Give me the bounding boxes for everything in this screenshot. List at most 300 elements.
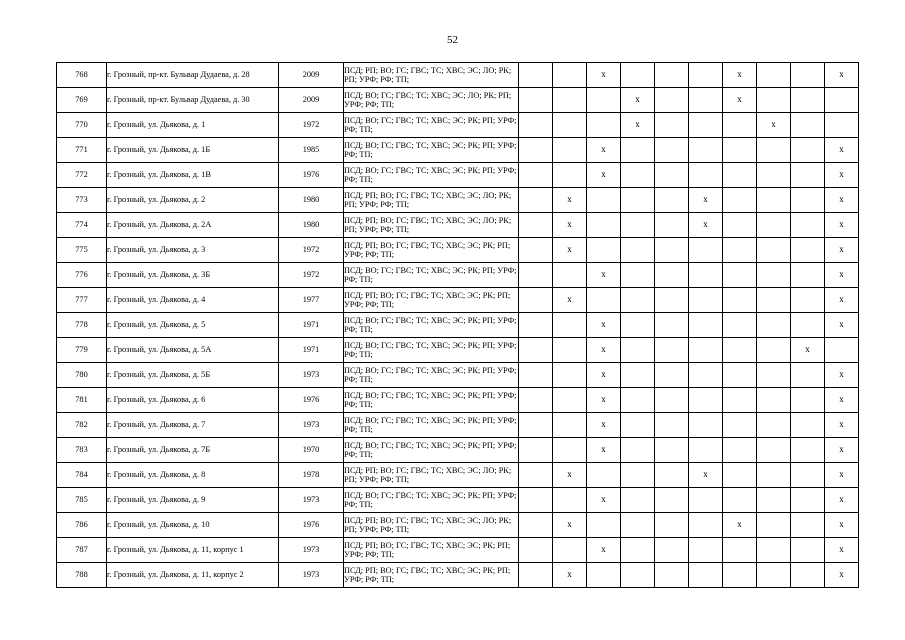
table-row [57, 138, 859, 163]
table-row [57, 113, 859, 138]
address-cell-text: г. Грозный, ул. Дьякова, д. 9 [107, 495, 206, 505]
mark-cell [655, 288, 689, 313]
mark-cell [825, 63, 859, 88]
table-row [57, 563, 859, 588]
address-cell [107, 363, 279, 388]
systems-cell-text: ПСД; РП; ВО; ГС; ГВС; ТС; ХВС; ЭС; РК; РП; УРФ; РФ; ТП; [344, 240, 511, 259]
mark-cell [689, 413, 723, 438]
mark-cell [689, 463, 723, 488]
mark-cell [587, 138, 621, 163]
year-cell [279, 263, 344, 288]
mark-cell [553, 563, 587, 588]
mark-cell [689, 138, 723, 163]
mark-cell [757, 163, 791, 188]
mark-cell [587, 263, 621, 288]
mark-cell [689, 188, 723, 213]
row-number-cell [57, 538, 107, 563]
mark-cell [655, 388, 689, 413]
mark-cell [553, 463, 587, 488]
mark-cell [621, 513, 655, 538]
mark-cell [723, 438, 757, 463]
mark-cell [723, 313, 757, 338]
year-cell-text: 1973 [302, 545, 320, 555]
systems-cell-text: ПСД; ВО; ГС; ГВС; ТС; ХВС; ЭС; ЛО; РК; РП; УРФ; РФ; ТП; [344, 90, 512, 109]
mark-cell-text: x [839, 370, 844, 380]
mark-cell [689, 63, 723, 88]
mark-cell [757, 513, 791, 538]
systems-cell [344, 338, 519, 363]
row-number-cell-text: 784 [75, 470, 88, 480]
mark-cell-text: x [567, 570, 572, 580]
mark-cell [621, 438, 655, 463]
mark-cell [825, 388, 859, 413]
mark-cell [519, 563, 553, 588]
table-row [57, 338, 859, 363]
row-number-cell-text: 782 [75, 420, 88, 430]
row-number-cell [57, 138, 107, 163]
mark-cell [825, 213, 859, 238]
mark-cell [655, 563, 689, 588]
mark-cell [553, 538, 587, 563]
address-cell [107, 163, 279, 188]
year-cell-text: 1976 [302, 395, 320, 405]
mark-cell-text: x [839, 545, 844, 555]
mark-cell [757, 363, 791, 388]
mark-cell [791, 313, 825, 338]
mark-cell [519, 213, 553, 238]
table-row [57, 188, 859, 213]
address-cell [107, 313, 279, 338]
mark-cell [655, 438, 689, 463]
year-cell [279, 338, 344, 363]
mark-cell [791, 113, 825, 138]
mark-cell [621, 313, 655, 338]
mark-cell [519, 463, 553, 488]
mark-cell [791, 438, 825, 463]
mark-cell [825, 188, 859, 213]
mark-cell-text: x [567, 195, 572, 205]
mark-cell [825, 563, 859, 588]
mark-cell [587, 563, 621, 588]
mark-cell-text: x [567, 220, 572, 230]
table-body [57, 63, 859, 588]
mark-cell [825, 413, 859, 438]
table-row [57, 538, 859, 563]
table-row [57, 513, 859, 538]
systems-cell [344, 188, 519, 213]
mark-cell [689, 313, 723, 338]
mark-cell-text: x [567, 470, 572, 480]
mark-cell [825, 513, 859, 538]
address-cell-text: г. Грозный, ул. Дьякова, д. 10 [107, 520, 210, 530]
mark-cell [723, 388, 757, 413]
row-number-cell [57, 488, 107, 513]
row-number-cell-text: 774 [75, 220, 88, 230]
mark-cell [723, 88, 757, 113]
address-cell [107, 438, 279, 463]
mark-cell [587, 513, 621, 538]
row-number-cell [57, 338, 107, 363]
mark-cell [723, 113, 757, 138]
mark-cell [587, 363, 621, 388]
address-cell [107, 288, 279, 313]
mark-cell [825, 463, 859, 488]
mark-cell [655, 138, 689, 163]
mark-cell [757, 388, 791, 413]
mark-cell [825, 238, 859, 263]
mark-cell [757, 113, 791, 138]
row-number-cell [57, 463, 107, 488]
year-cell [279, 113, 344, 138]
row-number-cell-text: 771 [75, 145, 88, 155]
mark-cell [621, 488, 655, 513]
systems-cell-text: ПСД; ВО; ГС; ГВС; ТС; ХВС; ЭС; РК; РП; УРФ; РФ; ТП; [344, 440, 517, 459]
address-cell-text: г. Грозный, ул. Дьякова, д. 5 [107, 320, 206, 330]
table-row [57, 213, 859, 238]
address-cell [107, 538, 279, 563]
mark-cell [519, 138, 553, 163]
row-number-cell [57, 513, 107, 538]
mark-cell [655, 113, 689, 138]
mark-cell [587, 463, 621, 488]
systems-cell [344, 63, 519, 88]
mark-cell [553, 88, 587, 113]
row-number-cell-text: 780 [75, 370, 88, 380]
row-number-cell [57, 363, 107, 388]
mark-cell [519, 488, 553, 513]
mark-cell [689, 363, 723, 388]
year-cell [279, 188, 344, 213]
mark-cell-text: x [839, 245, 844, 255]
address-cell-text: г. Грозный, ул. Дьякова, д. 7Б [107, 445, 211, 455]
systems-cell-text: ПСД; ВО; ГС; ГВС; ТС; ХВС; ЭС; РК; РП; УРФ; РФ; ТП; [344, 415, 517, 434]
address-cell-text: г. Грозный, ул. Дьякова, д. 5А [107, 345, 212, 355]
mark-cell [655, 513, 689, 538]
mark-cell [723, 338, 757, 363]
row-number-cell-text: 773 [75, 195, 88, 205]
year-cell [279, 88, 344, 113]
mark-cell-text: x [703, 220, 708, 230]
address-cell-text: г. Грозный, ул. Дьякова, д. 5Б [107, 370, 211, 380]
mark-cell [519, 238, 553, 263]
row-number-cell-text: 781 [75, 395, 88, 405]
systems-cell-text: ПСД; ВО; ГС; ГВС; ТС; ХВС; ЭС; РК; РП; УРФ; РФ; ТП; [344, 390, 517, 409]
address-cell-text: г. Грозный, ул. Дьякова, д. 2А [107, 220, 212, 230]
mark-cell [519, 338, 553, 363]
address-cell-text: г. Грозный, ул. Дьякова, д. 3Б [107, 270, 211, 280]
mark-cell-text: x [567, 295, 572, 305]
mark-cell [791, 88, 825, 113]
systems-cell [344, 313, 519, 338]
mark-cell [757, 138, 791, 163]
systems-cell-text: ПСД; ВО; ГС; ГВС; ТС; ХВС; ЭС; РК; РП; УРФ; РФ; ТП; [344, 340, 517, 359]
mark-cell [587, 213, 621, 238]
mark-cell [791, 413, 825, 438]
mark-cell-text: x [839, 270, 844, 280]
mark-cell [587, 413, 621, 438]
mark-cell [621, 288, 655, 313]
mark-cell [587, 388, 621, 413]
mark-cell-text: x [737, 70, 742, 80]
mark-cell [655, 413, 689, 438]
year-cell [279, 63, 344, 88]
mark-cell [655, 313, 689, 338]
row-number-cell-text: 772 [75, 170, 88, 180]
mark-cell [655, 263, 689, 288]
systems-cell [344, 138, 519, 163]
mark-cell-text: x [839, 145, 844, 155]
mark-cell [621, 538, 655, 563]
mark-cell [723, 413, 757, 438]
mark-cell [757, 463, 791, 488]
row-number-cell [57, 88, 107, 113]
mark-cell [723, 538, 757, 563]
mark-cell [757, 313, 791, 338]
year-cell-text: 1985 [302, 145, 320, 155]
mark-cell [723, 263, 757, 288]
row-number-cell [57, 413, 107, 438]
year-cell-text: 1980 [302, 220, 320, 230]
year-cell-text: 1972 [302, 245, 320, 255]
table-row [57, 438, 859, 463]
mark-cell [723, 463, 757, 488]
mark-cell-text: x [601, 545, 606, 555]
mark-cell-text: x [839, 195, 844, 205]
address-cell [107, 338, 279, 363]
address-cell [107, 63, 279, 88]
year-cell [279, 238, 344, 263]
mark-cell [791, 338, 825, 363]
mark-cell [519, 413, 553, 438]
mark-cell [689, 88, 723, 113]
year-cell [279, 488, 344, 513]
mark-cell [519, 513, 553, 538]
mark-cell [519, 163, 553, 188]
row-number-cell-text: 776 [75, 270, 88, 280]
mark-cell-text: x [839, 470, 844, 480]
mark-cell [791, 488, 825, 513]
mark-cell [689, 288, 723, 313]
systems-cell [344, 163, 519, 188]
year-cell-text: 1980 [302, 195, 320, 205]
mark-cell [757, 438, 791, 463]
systems-cell [344, 538, 519, 563]
address-cell-text: г. Грозный, ул. Дьякова, д. 2 [107, 195, 206, 205]
row-number-cell [57, 563, 107, 588]
mark-cell [757, 63, 791, 88]
systems-cell [344, 438, 519, 463]
mark-cell [791, 288, 825, 313]
mark-cell [519, 288, 553, 313]
row-number-cell-text: 786 [75, 520, 88, 530]
mark-cell-text: x [737, 95, 742, 105]
year-cell [279, 538, 344, 563]
systems-cell-text: ПСД; ВО; ГС; ГВС; ТС; ХВС; ЭС; РК; РП; УРФ; РФ; ТП; [344, 365, 517, 384]
year-cell-text: 1971 [302, 320, 320, 330]
mark-cell [689, 338, 723, 363]
table-row [57, 263, 859, 288]
mark-cell-text: x [737, 520, 742, 530]
mark-cell [723, 563, 757, 588]
row-number-cell [57, 263, 107, 288]
mark-cell-text: x [771, 120, 776, 130]
mark-cell [587, 63, 621, 88]
mark-cell [825, 163, 859, 188]
year-cell-text: 1972 [302, 270, 320, 280]
mark-cell [723, 188, 757, 213]
mark-cell [621, 238, 655, 263]
mark-cell-text: x [601, 370, 606, 380]
mark-cell-text: x [839, 395, 844, 405]
mark-cell [519, 63, 553, 88]
mark-cell [553, 413, 587, 438]
systems-cell [344, 488, 519, 513]
mark-cell [587, 88, 621, 113]
mark-cell-text: x [635, 95, 640, 105]
mark-cell [587, 288, 621, 313]
mark-cell [689, 513, 723, 538]
row-number-cell-text: 775 [75, 245, 88, 255]
mark-cell [655, 213, 689, 238]
mark-cell [553, 63, 587, 88]
mark-cell [587, 238, 621, 263]
row-number-cell-text: 768 [75, 70, 88, 80]
mark-cell [553, 338, 587, 363]
row-number-cell-text: 769 [75, 95, 88, 105]
systems-cell-text: ПСД; РП; ВО; ГС; ГВС; ТС; ХВС; ЭС; ЛО; РК; РП; УРФ; РФ; ТП; [344, 515, 512, 534]
systems-cell-text: ПСД; РП; ВО; ГС; ГВС; ТС; ХВС; ЭС; ЛО; РК; РП; УРФ; РФ; ТП; [344, 215, 512, 234]
mark-cell [553, 513, 587, 538]
table-row [57, 488, 859, 513]
table-row [57, 88, 859, 113]
systems-cell-text: ПСД; ВО; ГС; ГВС; ТС; ХВС; ЭС; РК; РП; УРФ; РФ; ТП; [344, 265, 517, 284]
mark-cell [723, 363, 757, 388]
mark-cell-text: x [601, 495, 606, 505]
mark-cell [757, 488, 791, 513]
mark-cell [621, 88, 655, 113]
mark-cell [587, 113, 621, 138]
mark-cell [723, 488, 757, 513]
mark-cell [655, 238, 689, 263]
year-cell-text: 1972 [302, 120, 320, 130]
mark-cell-text: x [635, 120, 640, 130]
mark-cell [553, 488, 587, 513]
address-cell [107, 238, 279, 263]
systems-cell-text: ПСД; ВО; ГС; ГВС; ТС; ХВС; ЭС; РК; РП; УРФ; РФ; ТП; [344, 140, 517, 159]
mark-cell-text: x [839, 220, 844, 230]
mark-cell [689, 163, 723, 188]
systems-cell-text: ПСД; ВО; ГС; ГВС; ТС; ХВС; ЭС; РК; РП; УРФ; РФ; ТП; [344, 490, 517, 509]
table-row [57, 313, 859, 338]
mark-cell-text: x [805, 345, 810, 355]
mark-cell [655, 188, 689, 213]
mark-cell-text: x [839, 445, 844, 455]
table-row [57, 163, 859, 188]
mark-cell [825, 263, 859, 288]
mark-cell-text: x [839, 570, 844, 580]
row-number-cell [57, 63, 107, 88]
mark-cell [553, 213, 587, 238]
mark-cell-text: x [839, 295, 844, 305]
year-cell [279, 388, 344, 413]
mark-cell [553, 263, 587, 288]
address-cell [107, 488, 279, 513]
mark-cell [723, 288, 757, 313]
mark-cell [553, 313, 587, 338]
systems-cell [344, 288, 519, 313]
mark-cell-text: x [601, 145, 606, 155]
mark-cell [825, 288, 859, 313]
address-cell-text: г. Грозный, ул. Дьякова, д. 7 [107, 420, 206, 430]
mark-cell [825, 363, 859, 388]
row-number-cell-text: 770 [75, 120, 88, 130]
systems-cell-text: ПСД; РП; ВО; ГС; ГВС; ТС; ХВС; ЭС; ЛО; РК; РП; УРФ; РФ; ТП; [344, 465, 512, 484]
address-cell [107, 113, 279, 138]
address-cell-text: г. Грозный, пр-кт. Бульвар Дудаева, д. 28 [107, 70, 250, 80]
mark-cell [621, 388, 655, 413]
address-cell [107, 188, 279, 213]
address-cell-text: г. Грозный, ул. Дьякова, д. 1 [107, 120, 206, 130]
address-cell [107, 463, 279, 488]
table-row [57, 388, 859, 413]
page-number: 52 [447, 34, 458, 46]
mark-cell [689, 438, 723, 463]
address-cell-text: г. Грозный, ул. Дьякова, д. 6 [107, 395, 206, 405]
address-cell-text: г. Грозный, ул. Дьякова, д. 1Б [107, 145, 211, 155]
mark-cell [553, 188, 587, 213]
mark-cell-text: x [839, 495, 844, 505]
table-row [57, 238, 859, 263]
mark-cell [757, 188, 791, 213]
mark-cell-text: x [601, 445, 606, 455]
address-cell [107, 513, 279, 538]
mark-cell [587, 488, 621, 513]
mark-cell-text: x [703, 470, 708, 480]
mark-cell [791, 238, 825, 263]
mark-cell-text: x [567, 245, 572, 255]
systems-cell-text: ПСД; РП; ВО; ГС; ГВС; ТС; ХВС; ЭС; РК; РП; УРФ; РФ; ТП; [344, 540, 511, 559]
row-number-cell-text: 788 [75, 570, 88, 580]
table-row [57, 363, 859, 388]
address-cell-text: г. Грозный, ул. Дьякова, д. 8 [107, 470, 206, 480]
year-cell [279, 463, 344, 488]
year-cell-text: 1976 [302, 520, 320, 530]
row-number-cell-text: 777 [75, 295, 88, 305]
row-number-cell-text: 783 [75, 445, 88, 455]
row-number-cell-text: 779 [75, 345, 88, 355]
systems-cell-text: ПСД; РП; ВО; ГС; ГВС; ТС; ХВС; ЭС; РК; РП; УРФ; РФ; ТП; [344, 565, 511, 584]
mark-cell [519, 88, 553, 113]
mark-cell [757, 338, 791, 363]
systems-cell-text: ПСД; ВО; ГС; ГВС; ТС; ХВС; ЭС; РК; РП; УРФ; РФ; ТП; [344, 165, 517, 184]
mark-cell [655, 488, 689, 513]
table-row [57, 63, 859, 88]
mark-cell [621, 213, 655, 238]
mark-cell [757, 213, 791, 238]
address-cell-text: г. Грозный, ул. Дьякова, д. 11, корпус 2 [107, 570, 244, 580]
mark-cell-text: x [839, 170, 844, 180]
mark-cell-text: x [601, 320, 606, 330]
mark-cell [519, 363, 553, 388]
mark-cell [791, 63, 825, 88]
systems-cell [344, 363, 519, 388]
mark-cell [723, 238, 757, 263]
mark-cell [621, 188, 655, 213]
year-cell-text: 1976 [302, 170, 320, 180]
year-cell [279, 163, 344, 188]
year-cell-text: 1970 [302, 445, 320, 455]
housing-registry-table [56, 62, 859, 588]
